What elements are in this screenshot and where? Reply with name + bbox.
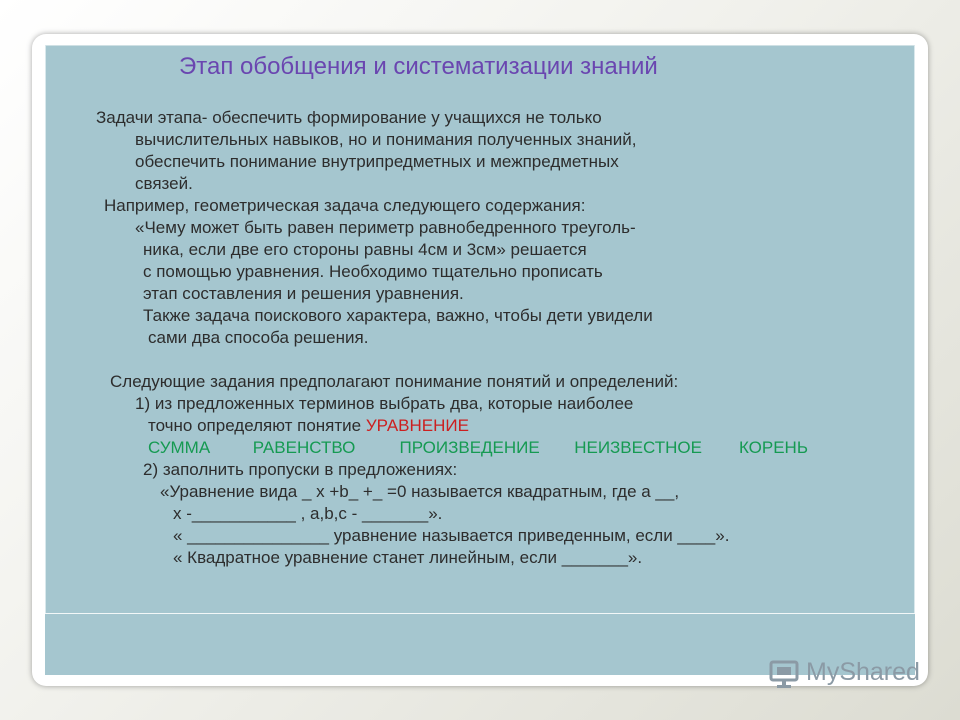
paragraph2-line6: Также задача поискового характера, важно, чтобы дети увидели bbox=[143, 306, 653, 325]
myshared-logo-icon bbox=[768, 656, 802, 690]
panel-right-border bbox=[914, 45, 915, 613]
task1-line2-text: точно определяют понятие bbox=[148, 416, 362, 435]
terms-row bbox=[148, 438, 808, 458]
panel-left-border bbox=[45, 45, 46, 613]
term-summa: СУММА bbox=[148, 438, 211, 457]
task1-line1: 1) из предложенных терминов выбрать два, которые наиболее bbox=[135, 394, 634, 413]
paragraph2-line7: сами два способа решения. bbox=[148, 328, 369, 347]
task2-line2: х -___________ , а,b,с - _______». bbox=[173, 504, 443, 523]
term-proizvedenie: ПРОИЗВЕДЕНИЕ bbox=[399, 438, 540, 457]
paragraph1-line3: обеспечить понимание внутрипредметных и межпредметных bbox=[135, 152, 619, 171]
paragraph1-line1: Задачи этапа- обеспечить формирование у учащихся не только bbox=[96, 108, 602, 127]
term-ravenstvo: РАВЕНСТВО bbox=[252, 438, 356, 457]
paragraph2-line3: ника, если две его стороны равны 4см и 3см» решается bbox=[143, 240, 587, 259]
myshared-logo bbox=[768, 656, 928, 692]
paragraph2-line4: с помощью уравнения. Необходимо тщательно прописать bbox=[143, 262, 603, 281]
paragraph3-intro: Следующие задания предполагают понимание понятий и определений: bbox=[110, 372, 679, 391]
task2-line3: « _______________ уравнение называется приведенным, если ____». bbox=[173, 526, 730, 545]
task2-title: 2) заполнить пропуски в предложениях: bbox=[143, 460, 458, 479]
paragraph1-line2: вычислительных навыков, но и понимания полученных знаний, bbox=[135, 130, 637, 149]
term-koren: КОРЕНЬ bbox=[738, 438, 808, 457]
term-neizvestnoe: НЕИЗВЕСТНОЕ bbox=[574, 438, 702, 457]
paragraph2-line5: этап составления и решения уравнения. bbox=[143, 284, 464, 303]
slide-title: Этап обобщения и систематизации знаний bbox=[179, 53, 658, 80]
panel-divider bbox=[45, 613, 915, 614]
logo-text: MyShared bbox=[806, 658, 920, 686]
task2-line1: «Уравнение вида _ х +b_ +_ =0 называется квадратным, где а __, bbox=[160, 482, 680, 501]
paragraph2-line1: Например, геометрическая задача следующего содержания: bbox=[104, 196, 586, 215]
highlight-term: УРАВНЕНИЕ bbox=[365, 416, 469, 435]
task1-line2 bbox=[148, 416, 469, 436]
paragraph1-line4: связей. bbox=[135, 174, 193, 193]
task2-line4: « Квадратное уравнение станет линейным, если _______». bbox=[173, 548, 643, 567]
paragraph2-line2: «Чему может быть равен периметр равнобедренного треуголь- bbox=[135, 218, 636, 237]
slide-panel bbox=[45, 45, 915, 675]
panel-top-border bbox=[45, 45, 915, 46]
